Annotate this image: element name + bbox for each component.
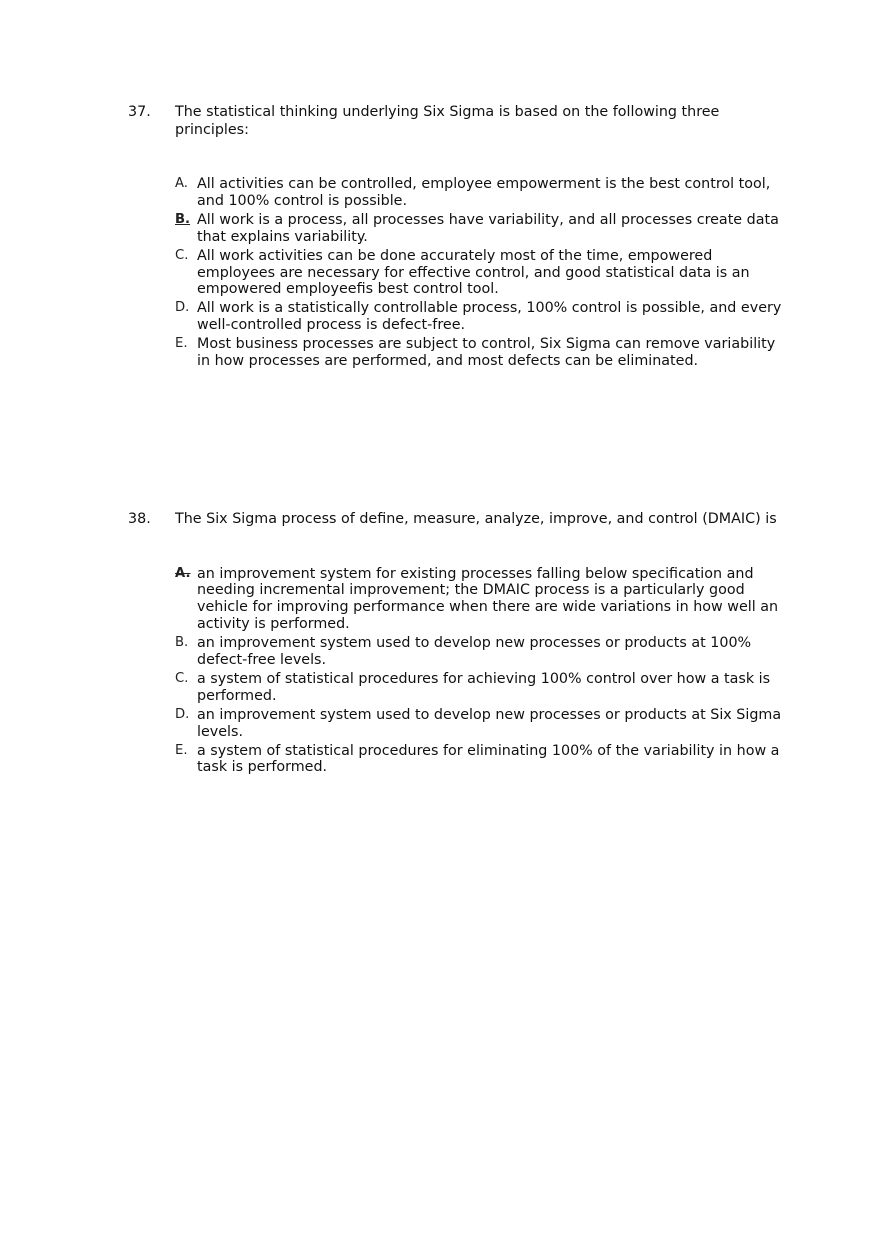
option-letter: D. [175,300,190,316]
option-text: All work is a process, all processes have variability, and all processes create data that explains variability. [197,211,779,245]
option-letter: D. [175,706,190,722]
marked-answer-letter: A. [175,565,191,581]
option-letter: E. [175,742,188,758]
question-number: 38. [128,511,151,527]
option-c [128,671,788,705]
question-38 [128,511,788,778]
option-a [128,176,788,210]
option-letter: E. [175,336,188,352]
option-text: All work is a statistically controllable process, 100% control is possible, and every well-controlled process is defect-free. [197,300,782,334]
option-letter: C. [175,670,189,686]
correct-answer-letter: B. [175,211,191,227]
option-a-marked [128,566,788,634]
option-b-correct [128,212,788,246]
option-d [128,707,788,741]
answer-options [128,176,788,370]
option-letter: A. [175,176,188,191]
answer-options [128,566,788,777]
option-letter: B. [175,635,189,651]
option-text: an improvement system for existing processes falling below specification and needing incremental improvement; the DMAIC process is a particularly good vehicle for improving performance when there are wide variations in how well an activity is performed. [197,565,779,633]
option-text: an improvement system used to develop new processes or products at 100% defect-free levels. [197,635,752,669]
question-stem [128,511,788,529]
option-letter: C. [175,247,189,263]
option-d [128,300,788,334]
option-b [128,635,788,669]
option-text: All activities can be controlled, employee empowerment is the best control tool, and 100% control is possible. [197,176,771,209]
question-stem [128,104,788,139]
option-c [128,248,788,299]
option-text: a system of statistical procedures for achieving 100% control over how a task is performed. [197,670,771,704]
question-number: 37. [128,104,151,120]
option-e [128,336,788,370]
question-37 [128,104,788,372]
option-e [128,743,788,777]
option-text: Most business processes are subject to control, Six Sigma can remove variability in how processes are performed, and most defects can be eliminated. [197,336,776,370]
question-text: The statistical thinking underlying Six Sigma is based on the following three principles: [175,104,720,138]
option-text: a system of statistical procedures for eliminating 100% of the variability in how a task is performed. [197,742,780,776]
option-text: an improvement system used to develop new processes or products at Six Sigma levels. [197,706,782,740]
option-text: All work activities can be done accurately most of the time, empowered employees are necessary for effective control, and good statistical data is an empowered employeefis best control tool. [197,247,750,298]
question-text: The Six Sigma process of define, measure, analyze, improve, and control (DMAIC) is [175,511,777,527]
